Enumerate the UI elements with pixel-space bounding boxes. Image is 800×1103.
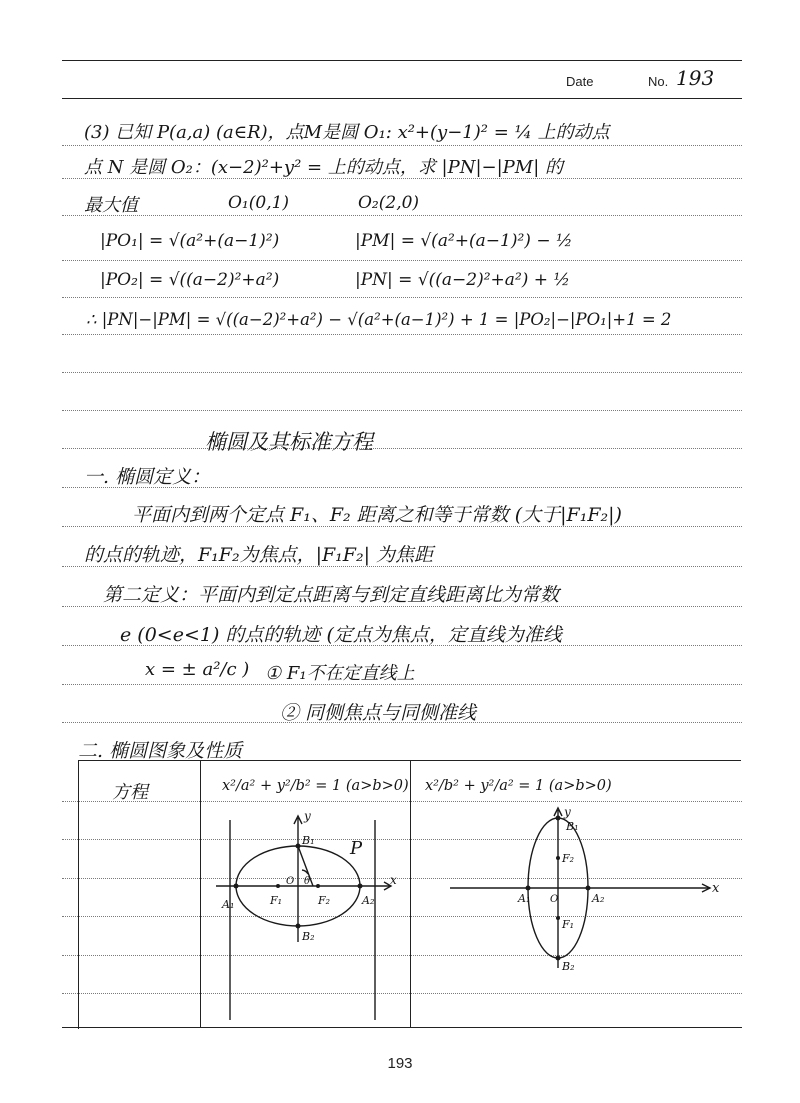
part3-line4-b: |PM| = √(a²+(a−1)²) − ½ — [355, 231, 573, 251]
ruled-line — [62, 145, 742, 146]
fig2-label-a1: A₁ — [518, 892, 531, 905]
ruled-line — [62, 410, 742, 411]
focus-f1-dot — [556, 916, 560, 920]
vertex-b1-dot — [556, 816, 561, 821]
part3-line5-a: |PO₂| = √((a−2)²+a²) — [100, 270, 280, 290]
no-value: 193 — [676, 66, 715, 90]
fig1-label-f2: F₂ — [318, 894, 331, 907]
fig2-label-b1: B₁ — [566, 820, 579, 833]
part3-line4-a: |PO₁| = √(a²+(a−1)²) — [100, 231, 280, 251]
fig1-label-p: P — [350, 838, 363, 859]
header-bottom-rule — [62, 98, 742, 99]
definition2-line4: ② 同侧焦点与同侧准线 — [280, 702, 477, 724]
fig2-label-a2: A₂ — [592, 892, 605, 905]
fig2-label-f1: F₁ — [562, 918, 575, 931]
part3-line1: (3) 已知 P(a,a) (a∈R)，点M是圆 O₁: x²+(y−1)² = ¼ 上的动点 — [84, 122, 610, 143]
part3-line3-c: O₂(2,0) — [358, 193, 420, 213]
equation-vertical: x²/b² + y²/a² = 1 (a>b>0) — [425, 778, 612, 794]
ruled-line — [62, 215, 742, 216]
ruled-line — [62, 334, 742, 335]
definition2-line1: 第二定义：平面内到定点距离与到定直线距离比为常数 — [103, 584, 560, 606]
header-top-rule — [62, 60, 742, 61]
vertex-a2-dot — [586, 886, 591, 891]
ruled-line — [62, 297, 742, 298]
part3-line3-b: O₁(0,1) — [228, 193, 290, 213]
fig1-label-o: O — [286, 876, 295, 887]
ruled-line — [62, 260, 742, 261]
definition2-line3-b: ① F₁不在定直线上 — [265, 663, 415, 684]
definition2-line2: e (0<e<1) 的点的轨迹 (定点为焦点，定直线为准线 — [120, 624, 562, 646]
fig2-label-x: x — [712, 881, 720, 896]
fig1-label-b2: B₂ — [302, 930, 315, 943]
vertex-a1-dot — [526, 886, 531, 891]
vertex-a2-dot — [358, 884, 363, 889]
fig1-label-b1: B₁ — [302, 834, 315, 847]
date-label: Date — [566, 74, 594, 89]
part3-line5-b: |PN| = √((a−2)²+a²) + ½ — [355, 270, 570, 290]
vertical-ellipse-figure — [410, 800, 740, 1028]
fig1-label-x: x — [390, 873, 397, 887]
focus-f1-dot — [276, 884, 280, 888]
fig2-label-y: y — [564, 805, 571, 819]
page-number: 193 — [387, 1055, 413, 1072]
fig1-label-a2: A₂ — [362, 894, 375, 907]
fig1-label-a1: A₁ — [222, 898, 235, 911]
fig2-label-f2: F₂ — [562, 852, 575, 865]
vertex-a1-dot — [234, 884, 239, 889]
table-row-label: 方程 — [112, 782, 148, 803]
fig1-label-f1: F₁ — [270, 894, 283, 907]
fig2-label-b2: B₂ — [562, 960, 575, 973]
part3-line2: 点 N 是圆 O₂：(x−2)²+y² = 上的动点，求 |PN|−|PM| 的 — [84, 157, 564, 178]
no-label: No. — [648, 74, 669, 89]
vertex-b2-dot — [556, 956, 561, 961]
part3-line6: ∴ |PN|−|PM| = √((a−2)²+a²) − √(a²+(a−1)²) + 1 = |PO₂|−|PO₁|+1 = 2 — [86, 310, 672, 329]
definition1-line2: 的点的轨迹，F₁F₂为焦点，|F₁F₂| 为焦距 — [84, 544, 434, 566]
definition2-line3-a: x = ± a²/c ) — [145, 659, 250, 680]
properties-heading: 二. 椭圆图象及性质 — [78, 740, 243, 762]
ruled-line — [62, 448, 742, 449]
vertex-b1-dot — [296, 844, 301, 849]
horizontal-ellipse-figure — [200, 800, 410, 1028]
vertex-b2-dot — [296, 924, 301, 929]
part3-line3-a: 最大值 — [84, 195, 138, 216]
ellipse-section-title: 椭圆及其标准方程 — [205, 430, 373, 454]
definition1-line1: 平面内到两个定点 F₁、F₂ 距离之和等于常数 (大于|F₁F₂|) — [132, 504, 622, 526]
fig2-label-o: O — [550, 894, 559, 905]
definition-heading: 一. 椭圆定义： — [84, 466, 211, 488]
focus-f2-dot — [556, 856, 560, 860]
ruled-line — [62, 372, 742, 373]
fig1-label-theta: θ — [304, 876, 311, 887]
equation-horizontal: x²/a² + y²/b² = 1 (a>b>0) — [222, 778, 409, 794]
fig1-label-y: y — [304, 809, 311, 823]
focus-f2-dot — [316, 884, 320, 888]
